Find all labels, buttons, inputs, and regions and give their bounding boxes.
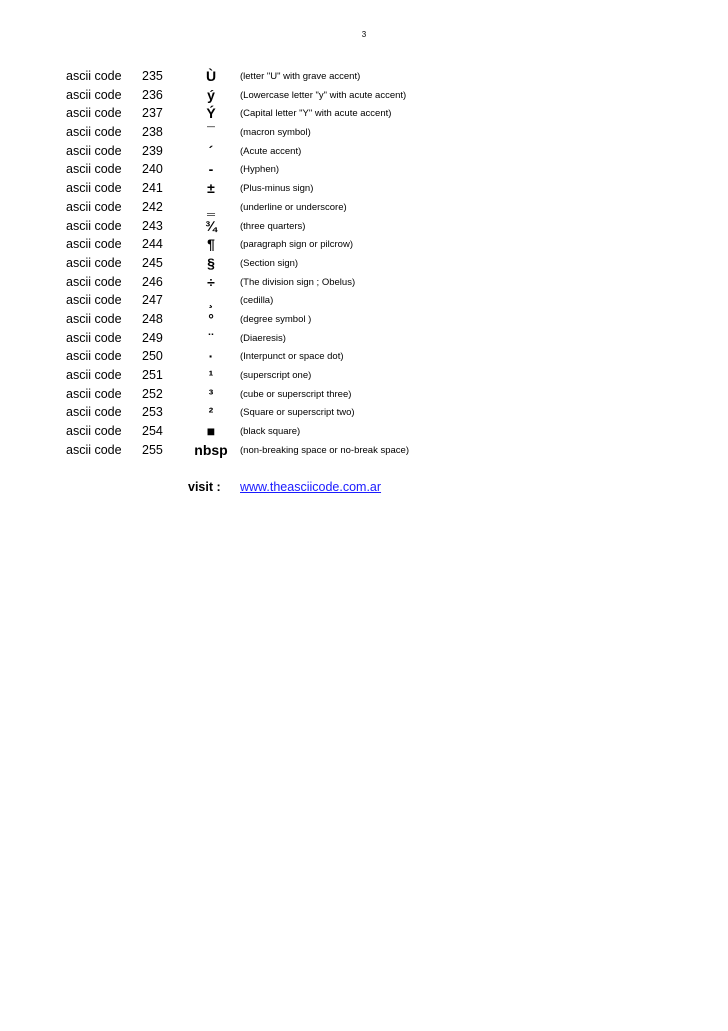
row-label: ascii code (66, 237, 122, 252)
ascii-code-number: 242 (142, 199, 163, 214)
visit-label: visit : (188, 480, 221, 494)
character-symbol: § (207, 254, 215, 271)
character-symbol: ÷ (207, 273, 215, 290)
character-symbol: nbsp (194, 441, 228, 458)
character-description: (Acute accent) (240, 145, 302, 157)
table-row (66, 254, 666, 273)
character-description: (underline or underscore) (240, 201, 347, 213)
character-symbol: ¾ (205, 217, 217, 234)
row-label: ascii code (66, 69, 122, 83)
ascii-code-number: 250 (142, 349, 163, 364)
ascii-code-number: 241 (142, 181, 163, 196)
row-label: ascii code (66, 442, 122, 457)
character-symbol: ¹ (208, 367, 214, 383)
table-row (66, 123, 666, 142)
table-row (66, 67, 666, 86)
character-description: (non-breaking space or no-break space) (240, 444, 409, 456)
ascii-code-number: 251 (142, 368, 163, 382)
ascii-code-number: 240 (142, 162, 163, 177)
character-description: (degree symbol ) (240, 313, 312, 325)
table-row (66, 160, 666, 179)
ascii-code-number: 237 (142, 106, 163, 121)
table-row (66, 366, 666, 385)
table-row (66, 441, 666, 460)
ascii-code-number: 244 (142, 237, 163, 252)
ascii-code-number: 238 (142, 125, 163, 140)
ascii-code-number: 245 (142, 255, 163, 270)
row-label: ascii code (66, 255, 122, 270)
ascii-code-number: 243 (142, 218, 163, 233)
ascii-code-number: 254 (142, 424, 163, 439)
ascii-code-table (66, 67, 666, 459)
table-row (66, 310, 666, 329)
character-description: (The division sign ; Obelus) (240, 276, 356, 288)
character-description: (Hyphen) (240, 164, 280, 176)
character-description: (black square) (240, 426, 301, 438)
row-label: ascii code (66, 199, 122, 214)
row-label: ascii code (66, 349, 122, 364)
character-description: (Lowercase letter "y" with acute accent) (240, 89, 407, 101)
ascii-code-number: 239 (142, 143, 163, 158)
character-symbol: ‗ (207, 198, 215, 215)
table-row (66, 235, 666, 254)
ascii-code-number: 246 (142, 274, 163, 289)
character-description: (three quarters) (240, 220, 306, 232)
character-description: (cedilla) (240, 295, 274, 307)
row-label: ascii code (66, 386, 122, 401)
character-symbol: ¶ (207, 236, 215, 253)
table-row (66, 273, 666, 292)
row-label: ascii code (66, 125, 122, 140)
table-row (66, 179, 666, 198)
ascii-code-number: 248 (142, 311, 163, 326)
table-row (66, 347, 666, 366)
character-symbol: ý (207, 86, 215, 103)
character-description: (letter "U" with grave accent) (240, 71, 361, 82)
character-description: (Capital letter "Y" with acute accent) (240, 108, 392, 120)
character-description: (macron symbol) (240, 127, 311, 139)
table-row (66, 104, 666, 123)
character-description: (cube or superscript three) (240, 388, 352, 400)
ascii-code-number: 247 (142, 293, 163, 308)
character-description: (superscript one) (240, 370, 312, 381)
character-symbol: - (208, 161, 214, 178)
row-label: ascii code (66, 87, 122, 102)
character-description: (Interpunct or space dot) (240, 351, 344, 363)
ascii-code-number: 235 (142, 69, 163, 83)
character-symbol: ¨ (208, 329, 214, 346)
ascii-code-number: 253 (142, 405, 163, 420)
table-row (66, 86, 666, 105)
ascii-code-number: 255 (142, 442, 163, 457)
character-symbol: Ù (205, 68, 217, 84)
row-label: ascii code (66, 274, 122, 289)
ascii-code-number: 252 (142, 386, 163, 401)
character-symbol: ■ (206, 423, 216, 440)
table-row (66, 217, 666, 236)
character-description: (paragraph sign or pilcrow) (240, 239, 353, 251)
character-symbol: ¯ (207, 124, 215, 141)
character-symbol: Ý (206, 105, 216, 122)
row-label: ascii code (66, 162, 122, 177)
row-label: ascii code (66, 405, 122, 420)
row-label: ascii code (66, 106, 122, 121)
character-symbol: ² (208, 404, 214, 421)
character-description: (Square or superscript two) (240, 407, 355, 419)
row-label: ascii code (66, 424, 122, 439)
table-row (66, 329, 666, 348)
character-symbol: ¸ (208, 292, 214, 309)
row-label: ascii code (66, 368, 122, 382)
table-row (66, 422, 666, 441)
character-description: (Diaeresis) (240, 332, 286, 344)
character-symbol: ± (207, 180, 215, 197)
table-row (66, 198, 666, 217)
table-row (66, 142, 666, 161)
row-label: ascii code (66, 330, 122, 345)
row-label: ascii code (66, 293, 122, 308)
character-description: (Section sign) (240, 257, 299, 269)
character-symbol: · (208, 348, 214, 365)
row-label: ascii code (66, 218, 122, 233)
character-symbol: ³ (208, 385, 214, 402)
website-link[interactable]: www.theasciicode.com.ar (240, 480, 382, 494)
character-description: (Plus-minus sign) (240, 183, 314, 195)
character-symbol: ´ (208, 142, 214, 159)
ascii-code-number: 236 (142, 87, 163, 102)
page-number: 3 (361, 30, 367, 39)
row-label: ascii code (66, 143, 122, 158)
table-row (66, 403, 666, 422)
row-label: ascii code (66, 311, 122, 326)
row-label: ascii code (66, 181, 122, 196)
character-symbol: ° (208, 310, 214, 327)
table-row (66, 385, 666, 404)
ascii-code-number: 249 (142, 330, 163, 345)
table-row (66, 291, 666, 310)
